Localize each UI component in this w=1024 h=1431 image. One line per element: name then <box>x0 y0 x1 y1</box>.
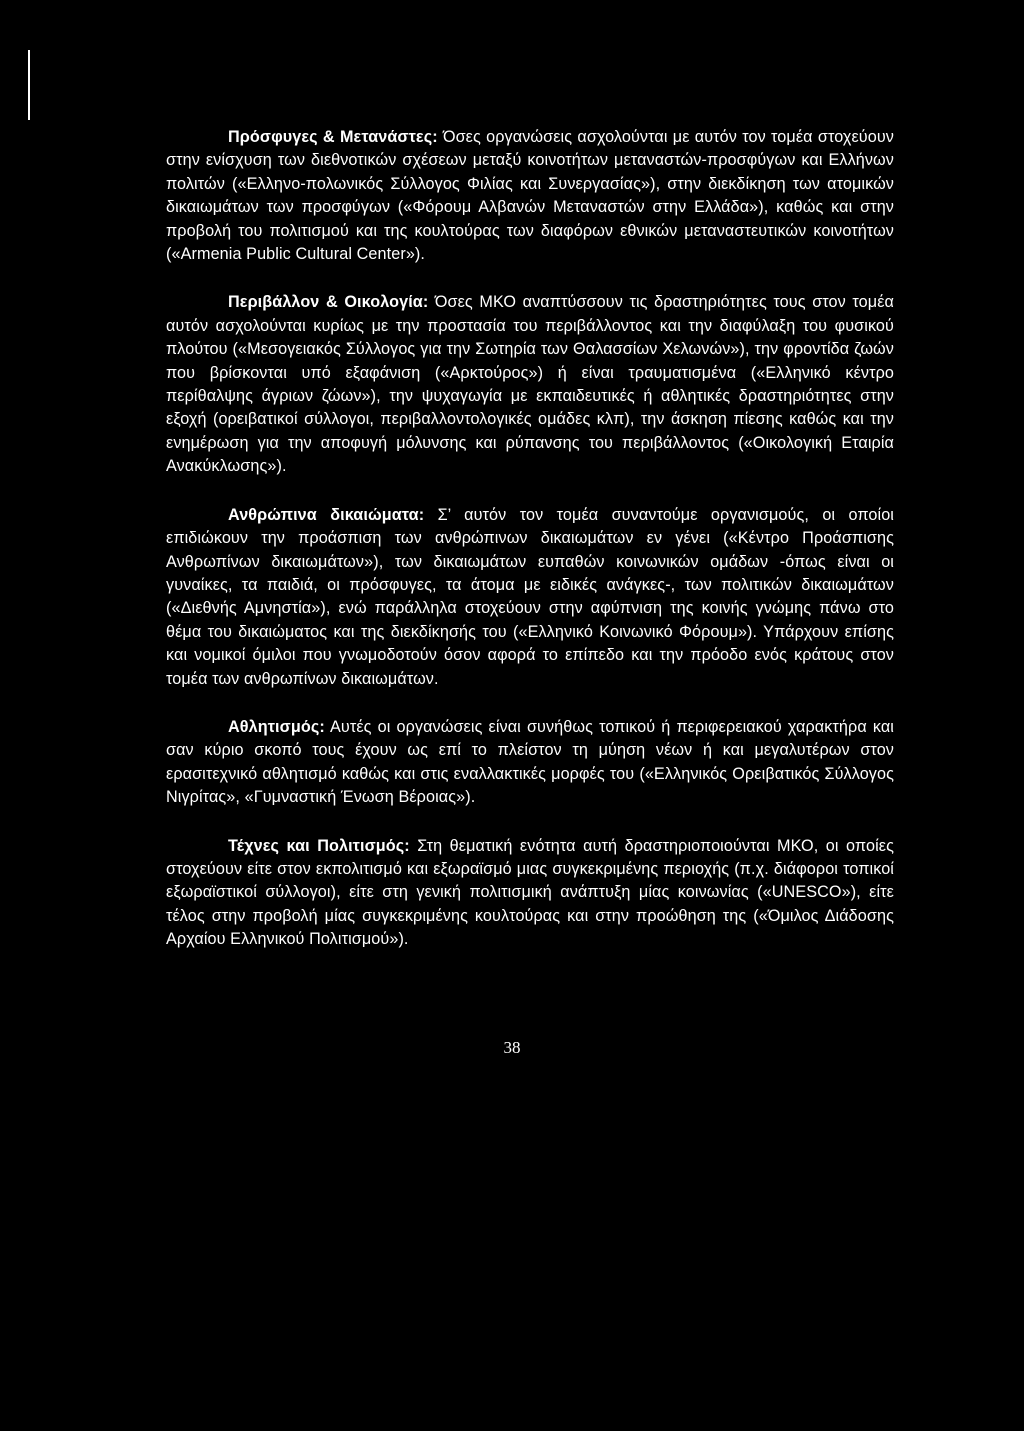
paragraph-text: Στη θεματική ενότητα αυτή δραστηριοποιούνται ΜΚΟ, οι οποίες στοχεύουν είτε στον εκπολιτισμό και εξωραϊσμό μιας συγκεκριμένης περιοχής (π.χ. διάφοροι τοπικοί εξωραϊστικοί σύλλογοι), είτε στη γενική πολιτισμική ανάπτυξη μίας κοινωνίας («UNESCO»), είτε τέλος στην προβολή μίας συγκεκριμένης κουλτούρας και στην προώθηση της («Όμιλος Διάδοσης Αρχαίου Ελληνικού Πολιτισμού»). <box>166 836 894 949</box>
document-body <box>166 126 894 977</box>
margin-mark <box>28 50 30 120</box>
paragraph-heading: Αθλητισμός: <box>228 717 325 736</box>
page-number: 38 <box>503 1038 521 1057</box>
paragraph-text: Όσες ΜΚΟ αναπτύσσουν τις δραστηριότητες τους στον τομέα αυτόν ασχολούνται κυρίως με την προστασία του περιβάλλοντος και την διαφύλαξη του φυσικού πλούτου («Μεσογειακός Σύλλογος για την Σωτηρία των Θαλασσίων Χελωνών»), την φροντίδα ζωών που βρίσκονται υπό εξαφάνιση («Αρκτούρος») ή είναι τραυματισμένα («Ελληνικό κέντρο περίθαλψης άγριων ζώων»), την ψυχαγωγία με εκπαιδευτικές ή αθλητικές δραστηριότητες στην εξοχή (ορειβατικοί σύλλογοι, περιβαλλοντολογικές ομάδες κλπ), την άσκηση πίεσης καθώς και την ενημέρωση για την αποφυγή μόλυνσης και ρύπανσης του περιβάλλοντος («Οικολογική Εταιρία Ανακύκλωσης»). <box>166 293 894 476</box>
paragraph-heading: Πρόσφυγες & Μετανάστες: <box>228 128 438 146</box>
paragraph-heading: Ανθρώπινα δικαιώματα: <box>228 505 425 524</box>
paragraph-text: Σ’ αυτόν τον τομέα συναντούμε οργανισμούς, οι οποίοι επιδιώκουν την προάσπιση των ανθρώπινων δικαιωμάτων εν γένει («Κέντρο Προάσπισης Ανθρωπίνων δικαιωμάτων»), των δικαιωμάτων ευπαθών κοινωνικών ομάδων -όπως είναι οι γυναίκες, τα παιδιά, οι πρόσφυγες, τα άτομα με ειδικές ανάγκες-, των πολιτικών δικαιωμάτων («Διεθνής Αμνηστία»), ενώ παράλληλα στοχεύουν στην αφύπνιση της κοινής γνώμης πάνω στο θέμα του δικαιώματος και της διεκδίκησής του («Ελληνικό Κοινωνικό Φόρουμ»). Υπάρχουν επίσης και νομικοί όμιλοι που γνωμοδοτούν όσον αφορά το επίπεδο και την πρόοδο ενός κράτους στον τομέα των ανθρωπίνων δικαιωμάτων. <box>166 505 894 688</box>
paragraph-arts-culture <box>166 835 894 952</box>
paragraph-heading: Τέχνες και Πολιτισμός: <box>228 836 410 855</box>
paragraph-environment-ecology <box>166 291 894 478</box>
paragraph-text: Όσες οργανώσεις ασχολούνται με αυτόν τον τομέα στοχεύουν στην ενίσχυση των διεθνοτικών σχέσεων μεταξύ κοινοτήτων μεταναστών-προσφύγων και Ελλήνων πολιτών («Ελληνο-πολωνικός Σύλλογος Φιλίας και Συνεργασίας»), στην διεκδίκηση των ατομικών δικαιωμάτων των προσφύγων («Φόρουμ Αλβανών Μεταναστών στην Ελλάδα»), καθώς και στην προβολή του πολιτισμού και της κουλτούρας των διαφόρων εθνικών μεταναστευτικών κοινοτήτων («Armenia Public Cultural Center»). <box>166 128 895 264</box>
paragraph-sports <box>166 716 894 810</box>
paragraph-text: Αυτές οι οργανώσεις είναι συνήθως τοπικού ή περιφερειακού χαρακτήρα και σαν κύριο σκοπό τους έχουν ως επί το πλείστον τη μύηση νέων ή και μεγαλυτέρων στον ερασιτεχνικό αθλητισμό καθώς και στις εναλλακτικές μορφές του («Ελληνικός Ορειβατικός Σύλλογος Νιγρίτας», «Γυμναστική Ένωση Βέροιας»). <box>166 717 894 807</box>
paragraph-heading: Περιβάλλον & Οικολογία: <box>228 293 429 312</box>
paragraph-refugees-migrants <box>166 126 894 266</box>
paragraph-human-rights <box>166 504 894 691</box>
